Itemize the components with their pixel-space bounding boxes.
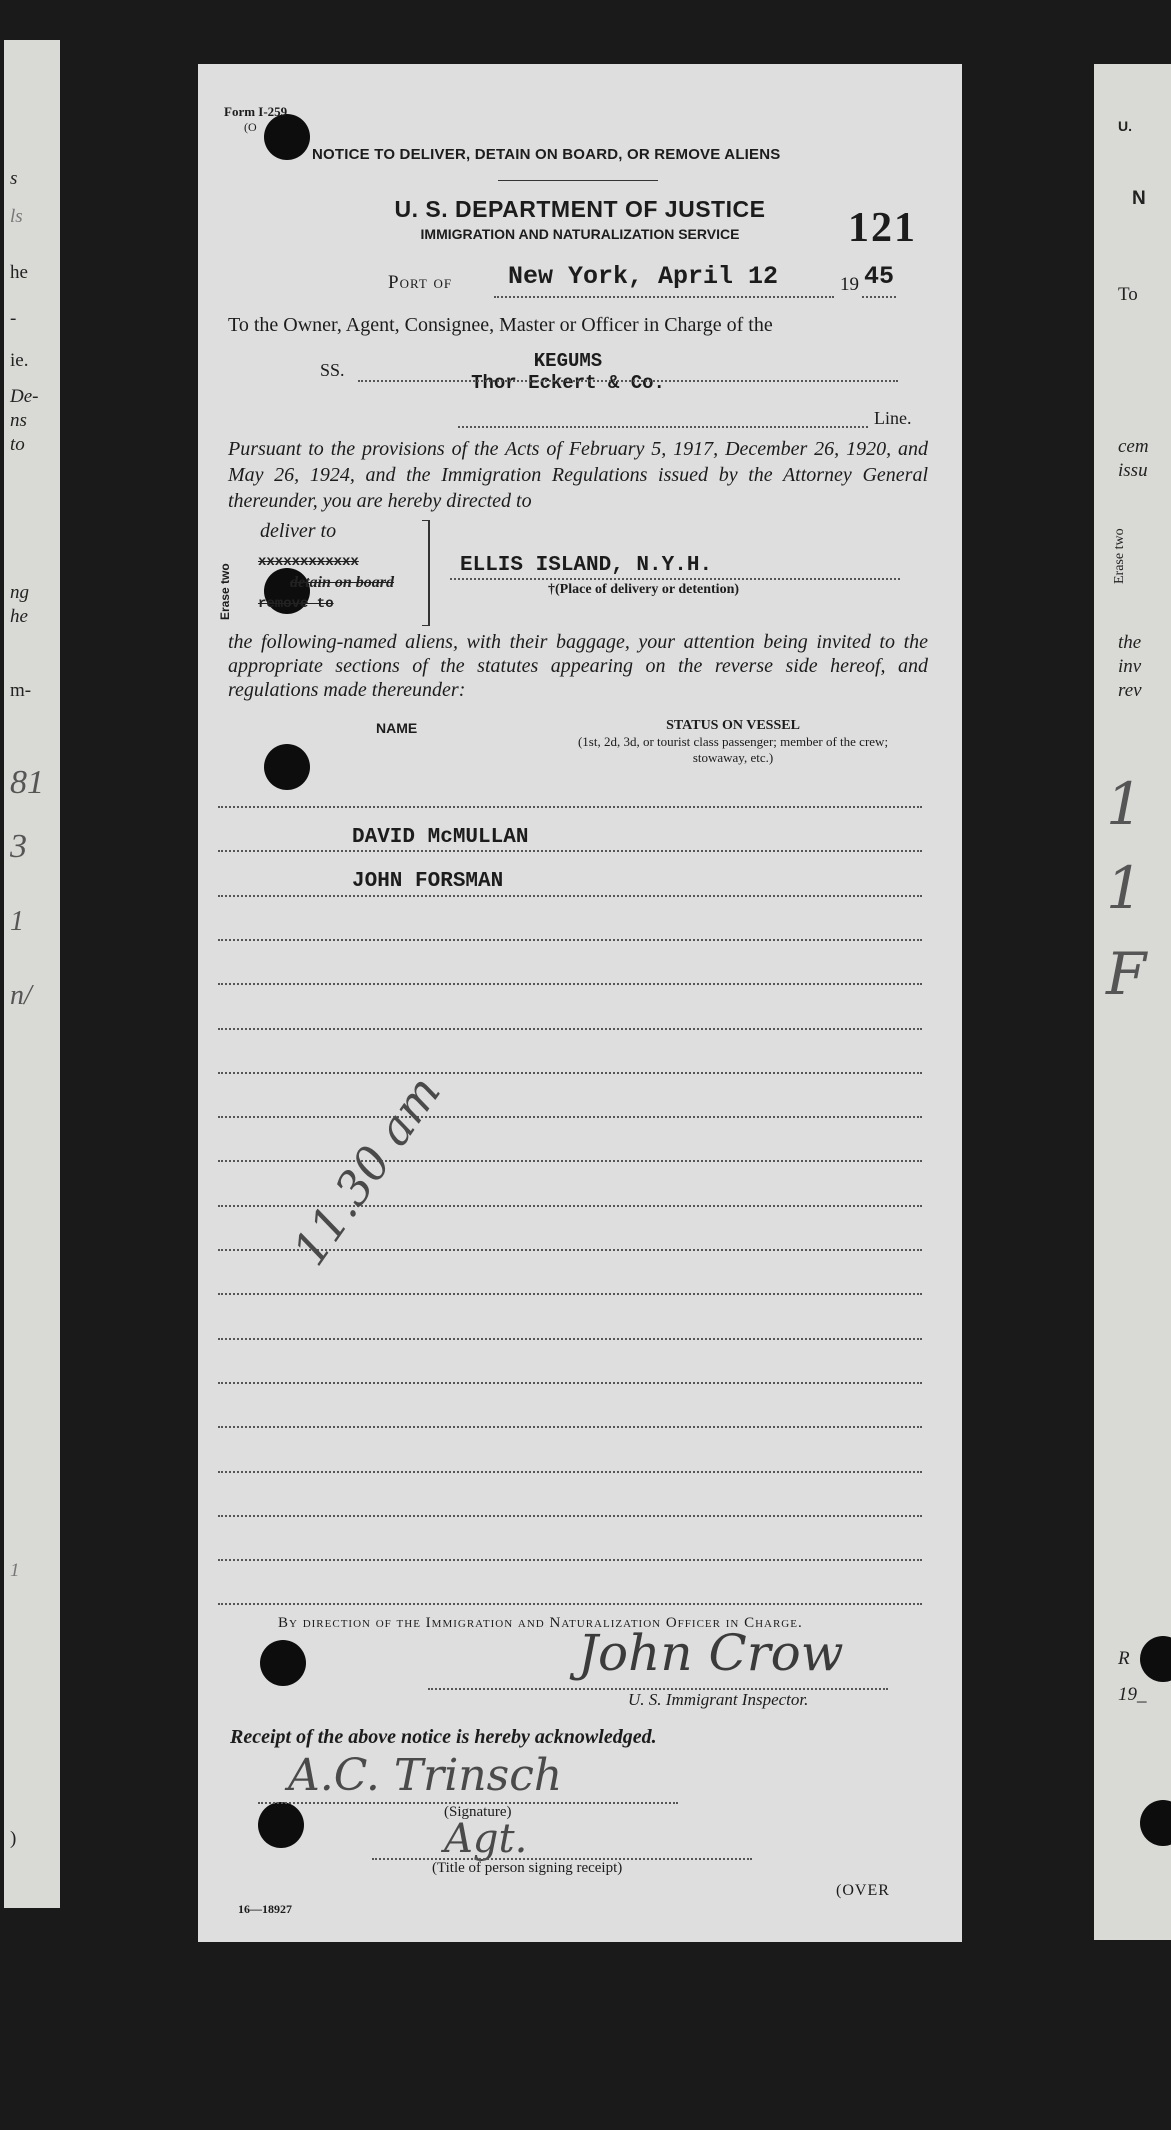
status-header-desc: (1st, 2d, 3d, or tourist class passenger; member of the crew; stowaway, etc.) bbox=[577, 734, 889, 765]
pursuant-paragraph: Pursuant to the provisions of the Acts of February 5, 1917, December 26, 1920, and May 26, 1924, and the Immigration Regulations issued by the Attorney General thereunder, you are hereby directed to bbox=[228, 438, 928, 512]
by-direction-text: By direction of the Immigration and Naturalization Officer in Charge. bbox=[278, 1615, 803, 1631]
left-fragment: n/ bbox=[10, 980, 32, 1011]
left-fragment: ng bbox=[10, 582, 29, 603]
vessel-line-1: KEGUMS bbox=[533, 350, 603, 372]
place-dotted-line bbox=[450, 578, 900, 580]
print-code: 16—18927 bbox=[238, 1902, 292, 1916]
port-label: Port of bbox=[388, 272, 453, 293]
place-caption: †(Place of delivery or detention) bbox=[548, 582, 740, 597]
punch-hole bbox=[258, 1802, 304, 1848]
left-fragment: he bbox=[10, 262, 28, 283]
notice-form bbox=[198, 64, 962, 1942]
deliver-to-option: deliver to bbox=[260, 520, 337, 542]
left-fragment: - bbox=[10, 308, 17, 329]
ruled-line bbox=[218, 1338, 922, 1340]
right-handwriting: 1 bbox=[1106, 854, 1143, 922]
ruled-line bbox=[218, 1559, 922, 1561]
status-header-title: STATUS ON VESSEL bbox=[666, 718, 800, 733]
ruled-line bbox=[218, 1471, 922, 1473]
ruled-line bbox=[218, 939, 922, 941]
right-fragment: issu bbox=[1118, 460, 1148, 481]
ruled-line bbox=[218, 1515, 922, 1517]
title-rule bbox=[498, 180, 658, 181]
left-fragment: m- bbox=[10, 680, 32, 701]
ruled-line bbox=[218, 1028, 922, 1030]
right-fragment: U. bbox=[1118, 118, 1132, 134]
ruled-line bbox=[218, 1160, 922, 1162]
alien-name: JOHN FORSMAN bbox=[352, 870, 504, 893]
left-fragment: ie. bbox=[10, 350, 29, 371]
inspector-signature: John Crow bbox=[578, 1624, 844, 1682]
left-fragment: ns bbox=[10, 410, 27, 431]
ruled-line bbox=[218, 850, 922, 852]
left-fragment: ls bbox=[10, 206, 23, 227]
left-fragment: De- bbox=[10, 386, 39, 407]
department-heading: U. S. DEPARTMENT OF JUSTICE bbox=[394, 196, 766, 222]
right-fragment: 19_ bbox=[1118, 1684, 1147, 1705]
struck-option-detain: detain on board bbox=[290, 574, 395, 591]
right-fragment-erase: Erase two bbox=[1112, 528, 1127, 584]
document-number: 121 bbox=[848, 205, 917, 251]
service-heading: IMMIGRATION AND NATURALIZATION SERVICE bbox=[420, 226, 740, 242]
left-fragment: 1 bbox=[10, 906, 24, 937]
following-paragraph: the following-named aliens, with their baggage, your attention being invited to the appropriate sections of the statutes appearing on the reverse side hereof, and regulations made thereunder: bbox=[228, 631, 928, 701]
form-edition: (O bbox=[244, 120, 257, 134]
form-number-label: Form I-259 bbox=[224, 104, 288, 119]
punch-hole bbox=[264, 744, 310, 790]
notice-title: NOTICE TO DELIVER, DETAIN ON BOARD, OR REMOVE ALIENS bbox=[312, 146, 781, 163]
struck-option: xxxxxxxxxxxx bbox=[258, 554, 359, 570]
vessel-name bbox=[428, 350, 708, 394]
status-column-header bbox=[568, 718, 898, 766]
left-fragment: he bbox=[10, 606, 28, 627]
ruled-line bbox=[218, 1603, 922, 1605]
left-fragment: s bbox=[10, 168, 18, 189]
place-of-delivery: ELLIS ISLAND, N.Y.H. bbox=[460, 554, 713, 577]
left-fragment: 3 bbox=[10, 828, 27, 865]
vessel-line-2: Thor Eckert & Co. bbox=[471, 372, 665, 394]
left-fragment: to bbox=[10, 434, 25, 455]
line-label: Line. bbox=[874, 408, 912, 428]
receipt-title-handwriting: Agt. bbox=[444, 1816, 528, 1862]
receipt-signature: A.C. Trinsch bbox=[288, 1750, 563, 1801]
year-prefix: 19 bbox=[840, 274, 859, 295]
right-fragment: R bbox=[1118, 1648, 1130, 1669]
handwritten-time-note: 11.30 am bbox=[282, 1065, 451, 1275]
addressee-line: To the Owner, Agent, Consignee, Master or Officer in Charge of the bbox=[228, 314, 773, 336]
receipt-acknowledgement: Receipt of the above notice is hereby acknowledged. bbox=[230, 1726, 657, 1748]
ruled-line bbox=[218, 1293, 922, 1295]
name-column-header: NAME bbox=[376, 720, 418, 736]
ruled-line bbox=[218, 895, 922, 897]
port-value: New York, April 12 bbox=[508, 262, 779, 291]
signature-caption: (Signature) bbox=[444, 1804, 512, 1820]
right-fragment: cem bbox=[1118, 436, 1149, 457]
struck-option-remove: remove to bbox=[258, 596, 334, 612]
ss-label: SS. bbox=[320, 360, 345, 380]
punch-hole bbox=[264, 114, 310, 160]
erase-two-note: Erase two bbox=[218, 563, 232, 620]
right-handwriting: 1 bbox=[1106, 770, 1143, 838]
left-fragment: 81 bbox=[10, 764, 44, 801]
vessel-dotted-line bbox=[358, 380, 898, 382]
right-fragment: N bbox=[1132, 188, 1146, 209]
option-bracket bbox=[422, 520, 430, 626]
title-caption: (Title of person signing receipt) bbox=[432, 1860, 623, 1876]
right-fragment: inv bbox=[1118, 656, 1142, 677]
ruled-line bbox=[218, 1116, 922, 1118]
left-fragment: ) bbox=[10, 1828, 17, 1849]
port-dotted-line bbox=[494, 296, 834, 298]
right-fragment: rev bbox=[1118, 680, 1142, 701]
right-fragment: To bbox=[1118, 284, 1138, 305]
ruled-line bbox=[218, 983, 922, 985]
ruled-line bbox=[218, 1426, 922, 1428]
over-note: (OVER bbox=[836, 1882, 890, 1899]
right-fragment: the bbox=[1118, 632, 1142, 653]
line-dotted-line bbox=[458, 426, 868, 428]
ruled-line bbox=[218, 1072, 922, 1074]
year-dotted-line bbox=[862, 296, 896, 298]
alien-name: DAVID McMULLAN bbox=[352, 826, 529, 849]
ruled-line bbox=[218, 806, 922, 808]
left-adjacent-document bbox=[4, 40, 60, 1908]
inspector-title: U. S. Immigrant Inspector. bbox=[628, 1690, 809, 1709]
punch-hole bbox=[260, 1640, 306, 1686]
right-handwriting: F bbox=[1106, 940, 1147, 1008]
year-value: 45 bbox=[864, 262, 895, 291]
left-fragment: 1 bbox=[10, 1560, 20, 1581]
ruled-line bbox=[218, 1382, 922, 1384]
